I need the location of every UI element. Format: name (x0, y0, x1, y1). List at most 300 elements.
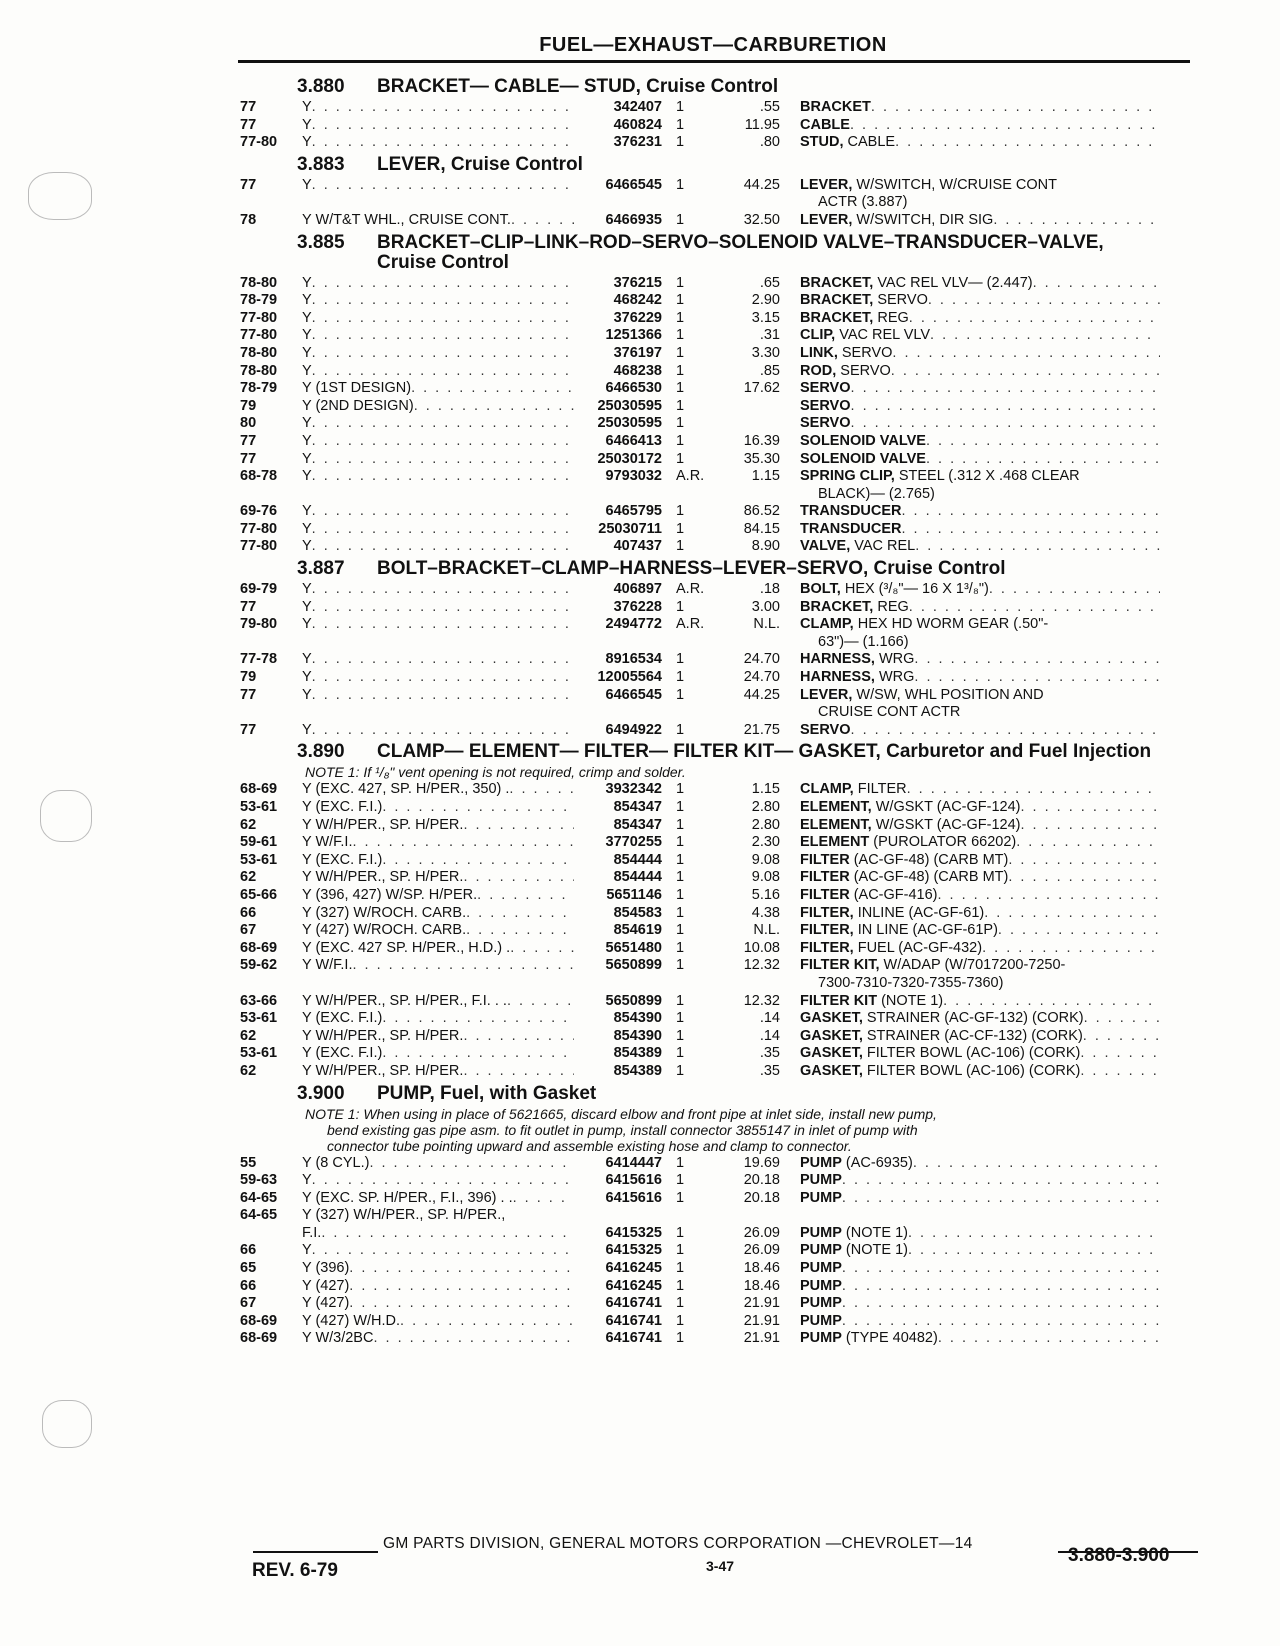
price: 24.70 (743, 669, 780, 686)
part-row (240, 817, 1200, 835)
application-text: Y W/F.I. (302, 957, 353, 974)
quantity: 1 (676, 598, 685, 615)
description-continuation (240, 486, 1200, 504)
application-text: Y (302, 1242, 312, 1259)
part-number: 854347 (613, 816, 662, 833)
application (302, 521, 574, 539)
description-detail: WRG (874, 651, 915, 668)
continuation-text: CRUISE CONT ACTR (818, 704, 961, 721)
price: .18 (759, 581, 780, 598)
leader-dots (312, 521, 574, 539)
leader-dots (842, 1260, 1160, 1278)
model-year: 68-69 (240, 939, 278, 956)
quantity: 1 (676, 834, 685, 851)
model-year: 63-66 (240, 992, 278, 1009)
application (302, 1028, 574, 1046)
part-number: 6415616 (605, 1189, 662, 1206)
leader-dots (909, 599, 1160, 617)
catalog-section (240, 233, 1200, 557)
model-year: 79 (240, 397, 257, 414)
description-detail: FILTER BOWL (AC-106) (CORK) (862, 1045, 1081, 1062)
leader-dots (463, 817, 574, 835)
description-detail: (PUROLATOR 66202) (869, 834, 1017, 851)
application-text: Y (302, 344, 312, 361)
section-title: PUMP, Fuel, with Gasket (377, 1082, 597, 1104)
application (302, 1260, 574, 1278)
description-keyword: FILTER KIT, (800, 957, 880, 974)
leader-dots (312, 1172, 574, 1190)
quantity: 1 (676, 176, 685, 193)
application-text: Y (396) (302, 1260, 350, 1277)
model-year: 64-65 (240, 1207, 278, 1224)
part-number: 3932342 (605, 781, 662, 798)
description-detail: VAC REL (850, 538, 916, 555)
leader-dots (930, 327, 1160, 345)
application-text: Y (302, 616, 312, 633)
part-number: 854347 (613, 799, 662, 815)
price: 21.91 (743, 1312, 780, 1329)
part-number: 376229 (613, 309, 662, 326)
application-text: Y W/H/PER., SP. H/PER. (302, 1062, 464, 1079)
continuation-cell (800, 194, 1140, 212)
application (302, 799, 574, 817)
part-number: 854583 (613, 904, 662, 921)
model-year: 65-66 (240, 886, 278, 903)
catalog-section (240, 742, 1200, 1080)
model-year: 62 (240, 1027, 257, 1044)
description-detail: (NOTE 1) (877, 992, 944, 1009)
section-header (240, 742, 1200, 762)
description (800, 687, 1160, 705)
description-keyword: GASKET, (800, 1045, 863, 1062)
description-keyword: PUMP (800, 1312, 842, 1329)
part-row (240, 363, 1200, 381)
application-text: Y (302, 669, 312, 686)
application-text: Y (EXC. F.I.) (302, 1010, 383, 1027)
continuation-text: 63")— (1.166) (818, 633, 909, 650)
description-detail: W/ADAP (W/7017200-7250- (879, 957, 1066, 974)
quantity: 1 (676, 851, 685, 868)
description (800, 922, 1160, 940)
quantity: 1 (676, 397, 685, 414)
application (302, 722, 574, 740)
description (800, 581, 1160, 599)
leader-dots (989, 581, 1160, 599)
leader-dots (349, 1295, 574, 1313)
description-text (800, 521, 902, 539)
part-number: 468238 (613, 362, 662, 379)
leader-dots (842, 1278, 1160, 1296)
part-number: 376197 (613, 344, 662, 361)
description-keyword: CLAMP, (800, 616, 854, 633)
part-number: 6414447 (605, 1154, 662, 1171)
quantity: 1 (676, 816, 685, 833)
description (800, 345, 1160, 363)
description-text (800, 817, 1020, 835)
description (800, 1155, 1160, 1173)
part-row (240, 687, 1200, 705)
application-text: Y (302, 415, 312, 432)
price: 2.90 (751, 292, 780, 309)
section-title: BRACKET— CABLE— STUD, Cruise Control (377, 76, 779, 97)
leader-dots (400, 1313, 574, 1331)
leader-dots (1008, 869, 1160, 887)
section-note (305, 1106, 1200, 1154)
description-keyword: GASKET, (800, 1062, 863, 1079)
description-detail: WRG (874, 669, 915, 686)
part-number: 6415616 (605, 1172, 662, 1189)
model-year: 77-80 (240, 538, 278, 555)
leader-dots (312, 669, 574, 687)
part-number: 9793032 (605, 468, 662, 485)
price: .85 (759, 362, 780, 379)
leader-dots (902, 503, 1161, 521)
part-row (240, 781, 1200, 799)
application (302, 1278, 574, 1296)
leader-dots (1020, 799, 1160, 817)
catalog-section (240, 1084, 1200, 1349)
description-keyword: ELEMENT, (800, 799, 872, 815)
application-text: Y (427) W/ROCH. CARB. (302, 922, 467, 939)
description (800, 134, 1160, 152)
model-year: 79 (240, 669, 257, 686)
part-row (240, 345, 1200, 363)
part-row (240, 292, 1200, 310)
description (800, 538, 1160, 556)
leader-dots (312, 117, 574, 135)
part-number: 854389 (613, 1045, 662, 1062)
model-year: 77-80 (240, 327, 278, 344)
leader-dots (926, 433, 1160, 451)
description-keyword: SERVO (800, 721, 851, 738)
part-number: 25030595 (597, 415, 662, 432)
application (302, 1242, 574, 1260)
spacer (240, 975, 800, 993)
part-row (240, 134, 1200, 152)
leader-dots (312, 327, 574, 345)
part-row (240, 538, 1200, 556)
part-number: 8916534 (605, 651, 662, 668)
section-header (240, 77, 1200, 97)
leader-dots (1016, 834, 1160, 852)
description (800, 905, 1160, 923)
section-number: 3.900 (297, 1082, 345, 1104)
description-keyword: BRACKET (800, 99, 871, 115)
leader-dots (851, 398, 1160, 416)
quantity: A.R. (676, 468, 705, 485)
application (302, 1063, 574, 1081)
application (302, 380, 574, 398)
page-title: FUEL—EXHAUST—CARBURETION (539, 34, 887, 56)
description (800, 1063, 1160, 1081)
application-text: Y (302, 598, 312, 615)
quantity: 1 (676, 380, 685, 397)
part-number: 6466413 (605, 432, 662, 449)
quantity: 1 (676, 99, 685, 115)
quantity: 1 (676, 781, 685, 798)
description (800, 887, 1160, 905)
quantity: 1 (676, 1010, 685, 1027)
application-text: Y (EXC. SP. H/PER., F.I., 396) . . (302, 1189, 513, 1206)
application-text: Y (302, 721, 312, 738)
application (302, 616, 574, 634)
part-row (240, 905, 1200, 923)
leader-dots (312, 275, 574, 293)
description-keyword: BOLT, (800, 581, 841, 598)
description-keyword: BRACKET, (800, 292, 874, 309)
application-text: Y (302, 176, 312, 193)
description (800, 212, 1160, 230)
quantity: 1 (676, 415, 685, 432)
quantity: 1 (676, 669, 685, 686)
application (302, 1045, 574, 1063)
description-detail: W/SWITCH, DIR SIG (852, 211, 994, 228)
price: 16.39 (743, 432, 780, 449)
part-row (240, 1207, 1200, 1225)
application-text: Y (302, 99, 312, 115)
description-detail: (AC-6935) (841, 1154, 913, 1171)
application (302, 433, 574, 451)
application (302, 834, 574, 852)
section-title: CLAMP— ELEMENT— FILTER— FILTER KIT— GASKET, Carburetor and Fuel Injection (377, 741, 1152, 763)
section-header (240, 233, 1200, 273)
application (302, 503, 574, 521)
price: .14 (759, 1010, 780, 1027)
leader-dots (1020, 817, 1160, 835)
quantity: 1 (676, 1242, 685, 1259)
model-year: 66 (240, 1277, 257, 1294)
quantity: 1 (676, 651, 685, 668)
model-year: 66 (240, 904, 257, 921)
description-detail: FILTER (853, 781, 907, 798)
leader-dots (312, 616, 574, 634)
description-continuation (240, 975, 1200, 993)
part-row (240, 398, 1200, 416)
leader-dots (312, 599, 574, 617)
application-text: Y W/H/PER., SP. H/PER., F.I. . . (302, 992, 507, 1009)
description-keyword: FILTER, (800, 904, 854, 921)
application (302, 993, 574, 1011)
part-number: 342407 (613, 99, 662, 115)
part-row (240, 957, 1200, 975)
price: 1.15 (751, 781, 780, 798)
description (800, 433, 1160, 451)
price: 8.90 (751, 538, 780, 555)
leader-dots (312, 581, 574, 599)
section-number: 3.887 (297, 558, 345, 580)
description-keyword: ELEMENT (800, 834, 870, 851)
description-text (800, 1063, 1080, 1081)
application-text: Y W/H/PER., SP. H/PER. (302, 869, 464, 886)
description (800, 1295, 1160, 1313)
application (302, 905, 574, 923)
leader-dots (312, 415, 574, 433)
application-text: Y (302, 432, 312, 449)
description-keyword: SOLENOID VALVE (800, 450, 926, 467)
application (302, 117, 574, 135)
description-keyword: FILTER, (800, 922, 854, 939)
part-row (240, 834, 1200, 852)
price: 84.15 (743, 520, 780, 537)
description-text (800, 1028, 1083, 1046)
part-number: 25030711 (598, 520, 662, 537)
note-line: NOTE 1: If ¹/₈" vent opening is not required, crimp and solder. (305, 764, 686, 781)
quantity: 1 (676, 1224, 685, 1241)
description-keyword: PUMP (800, 1154, 842, 1171)
quantity: 1 (676, 922, 685, 939)
description-text (800, 310, 909, 328)
part-number: 376231 (613, 134, 662, 151)
description-text (800, 134, 895, 152)
leader-dots (312, 363, 574, 381)
description-keyword: LEVER, (800, 176, 853, 193)
application-text: Y (302, 651, 312, 668)
description-text (800, 327, 930, 345)
description-detail: HEX (³/₈"— 16 X 1³/₈") (840, 581, 989, 598)
leader-dots (312, 451, 574, 469)
spacer (240, 704, 800, 722)
description-keyword: PUMP (800, 1224, 842, 1241)
application-text: Y W/T&T WHL., CRUISE CONT. (302, 211, 511, 228)
description-detail: SERVO (837, 344, 893, 361)
leader-dots (851, 722, 1160, 740)
quantity: 1 (676, 1330, 685, 1347)
part-row (240, 1225, 1200, 1243)
leader-dots (909, 310, 1160, 328)
section-header (240, 559, 1200, 579)
application-text: Y (427) (302, 1295, 350, 1312)
model-year: 59-61 (240, 834, 278, 851)
price: 44.25 (743, 686, 780, 703)
leader-dots (312, 687, 574, 705)
part-row (240, 451, 1200, 469)
model-year: 53-61 (240, 1010, 278, 1027)
scan-hole-mark (40, 790, 92, 842)
model-year: 67 (240, 922, 257, 939)
part-number: 376215 (613, 274, 662, 291)
price: 3.00 (751, 598, 780, 615)
price: 20.18 (743, 1172, 780, 1189)
leader-dots (915, 538, 1160, 556)
description (800, 451, 1160, 469)
model-year: 59-62 (240, 957, 278, 974)
application-text: Y (302, 581, 312, 598)
application-text: Y (302, 538, 312, 555)
application (302, 1330, 574, 1348)
model-year: 77 (240, 598, 257, 615)
part-row (240, 651, 1200, 669)
model-year: 68-69 (240, 781, 278, 798)
description-detail: SERVO (836, 362, 891, 379)
description (800, 957, 1160, 975)
application-text: Y (8 CYL.) (302, 1154, 370, 1171)
description-text (800, 922, 998, 940)
description-keyword: VALVE, (800, 538, 851, 555)
description-text (800, 669, 914, 687)
model-year: 69-76 (240, 503, 278, 520)
application (302, 134, 574, 152)
description (800, 177, 1160, 195)
quantity: 1 (676, 274, 685, 291)
application-text: Y W/3/2BC (302, 1330, 374, 1347)
description-detail: W/SWITCH, W/CRUISE CONT (852, 176, 1057, 193)
application (302, 363, 574, 381)
description-detail: IN LINE (AC-GF-61P) (853, 922, 998, 939)
footer-corporation: GM PARTS DIVISION, GENERAL MOTORS CORPORATION —CHEVROLET—14 (383, 1535, 973, 1552)
description-detail: VAC REL VLV— (2.447) (873, 274, 1033, 291)
description (800, 521, 1160, 539)
application (302, 869, 574, 887)
price: 9.08 (751, 851, 780, 868)
description-text (800, 799, 1020, 817)
description-detail: (AC-GF-48) (CARB MT) (849, 851, 1009, 868)
description-keyword: ELEMENT, (800, 816, 872, 833)
part-number: 6416741 (605, 1330, 662, 1347)
description-keyword: SERVO (800, 380, 851, 397)
leader-dots (913, 1155, 1160, 1173)
price: .65 (759, 274, 780, 291)
description-keyword: GASKET, (800, 1010, 863, 1027)
price: 18.46 (743, 1260, 780, 1277)
leader-dots (312, 99, 574, 117)
description-keyword: LEVER, (800, 211, 853, 228)
description-detail: W/GSKT (AC-GF-124) (871, 816, 1021, 833)
application-text: Y (302, 134, 312, 151)
part-number: 854619 (613, 922, 662, 939)
leader-dots (1080, 1045, 1160, 1063)
part-row (240, 1063, 1200, 1081)
leader-dots (928, 292, 1160, 310)
application (302, 99, 574, 117)
part-row (240, 1172, 1200, 1190)
application-text: Y (302, 274, 312, 291)
description (800, 722, 1160, 740)
leader-dots (851, 380, 1160, 398)
application (302, 292, 574, 310)
part-number: 6415325 (605, 1242, 662, 1259)
leader-dots (312, 292, 574, 310)
description-text (800, 1045, 1080, 1063)
part-number: 1251366 (605, 327, 662, 344)
leader-dots (510, 940, 574, 958)
part-number: 407437 (613, 538, 662, 555)
leader-dots (895, 134, 1160, 152)
description-text (800, 781, 907, 799)
section-title: LEVER, Cruise Control (377, 153, 583, 175)
description-text (800, 1260, 842, 1278)
application (302, 327, 574, 345)
description-text (800, 581, 989, 599)
model-year: 64-65 (240, 1189, 278, 1206)
spacer (240, 194, 800, 212)
quantity: 1 (676, 904, 685, 921)
application-text: Y (302, 468, 312, 485)
application (302, 1313, 574, 1331)
model-year: 78-80 (240, 274, 278, 291)
model-year: 77 (240, 721, 257, 738)
description-detail: STEEL (.312 X .468 CLEAR (894, 468, 1080, 485)
description-text (800, 1172, 842, 1190)
part-row (240, 433, 1200, 451)
price: .80 (759, 134, 780, 151)
description-keyword: FILTER KIT (800, 992, 878, 1009)
description-detail: REG (873, 309, 909, 326)
application-text: Y (EXC. F.I.) (302, 799, 383, 815)
price: 26.09 (743, 1224, 780, 1241)
model-year: 62 (240, 816, 257, 833)
application (302, 1155, 574, 1173)
part-number: 6465795 (605, 503, 662, 520)
